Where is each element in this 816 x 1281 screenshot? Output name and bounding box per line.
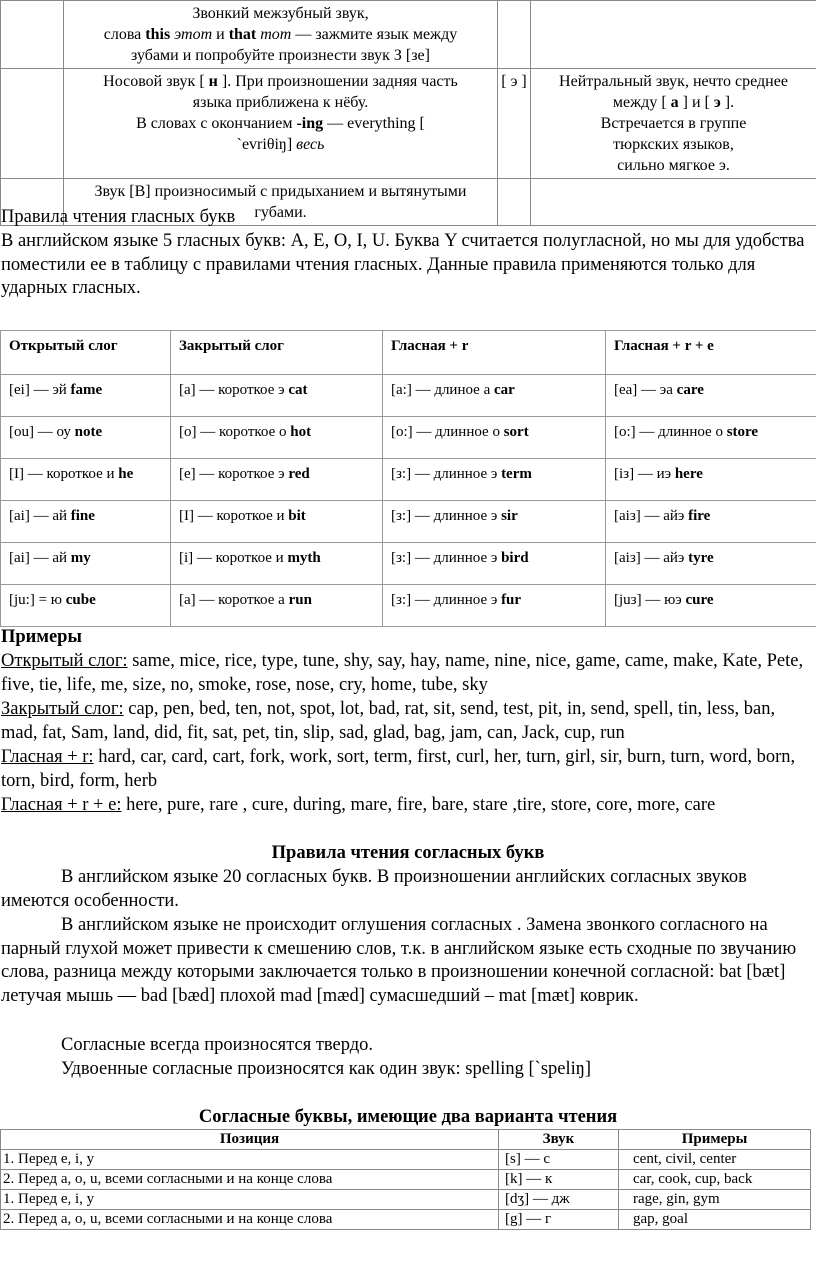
table-cell [606,375,816,417]
example-word: he [118,466,134,482]
table-cell [1,1,64,69]
example-label: Закрытый слог: [1,699,124,719]
example-word: note [74,424,103,440]
table-row [1,69,816,179]
table-row [1,585,816,627]
vowels-intro: В английском языке 5 гласных букв: A, E, O, I, U. Буква Y считается полугласной, но мы для удобства поместили ее в таблицу с правилами чтения гласных. Данные правила применяются только для ударных гласных. [1,231,805,299]
example-word: my [70,550,91,566]
sound-text: [o:] — длинное о [391,424,504,440]
table-cell: 1. Перед e, i, y [1,1190,499,1210]
table-cell: [g] — г [499,1210,619,1230]
sound-text: [ou] — оу [9,424,75,440]
table-cell [1,585,171,627]
example-word: sir [501,508,518,524]
cell-line: Нейтральный звук, нечто среднее [559,73,788,90]
examples-heading: Примеры [1,627,82,647]
sound-text: [o] — короткое о [179,424,291,440]
sound-text: [ai] — ай [9,550,71,566]
cell-line: Носовой звук [ н ]. При произношении задняя часть [103,73,458,90]
example-word: fine [70,508,95,524]
sound-text: [aiз] — айэ [614,508,689,524]
example-word: fur [501,592,522,608]
table-cell [531,69,816,179]
example-word: care [676,382,704,398]
table-cell: car, cook, cup, back [619,1170,811,1190]
sound-text: [iз] — иэ [614,466,675,482]
column-header: Позиция [1,1130,499,1150]
example-vowel-r [1,746,815,793]
column-header: Закрытый слог [171,331,383,375]
example-word: cat [288,382,308,398]
table-row [1,1190,811,1210]
table-cell [1,501,171,543]
cell-line: Звонкий межзубный звук, [192,5,369,22]
sound-text: [juз] — юэ [614,592,686,608]
sound-text: [з:] — длинное э [391,550,502,566]
example-word: bit [288,508,306,524]
table-row [1,543,816,585]
table-cell [171,417,383,459]
sound-text: [o:] — длинное о [614,424,727,440]
example-word: fire [688,508,711,524]
sound-text: [I] — короткое и [9,466,119,482]
sound-text: [ei] — эй [9,382,71,398]
table-row [1,459,816,501]
example-text: same, mice, rice, type, tune, shy, say, hay, name, nine, nice, game, came, make, Kate, Pete, five, tie, life, me, size, no, smoke, rose, nose, cry, home, tube, sky [1,651,804,695]
table-cell [171,585,383,627]
table-header-row [1,331,816,375]
sound-text: [з:] — длинное э [391,466,502,482]
table-row [1,375,816,417]
example-text: here, pure, rare , cure, during, mare, fire, bare, stare ,tire, store, core, more, care [121,795,716,815]
sound-text: [a] — короткое э [179,382,289,398]
table-cell [383,417,606,459]
cell-line: Встречается в группе [600,115,747,132]
sound-text: [a:] — длиное а [391,382,494,398]
sound-text: [e] — короткое э [179,466,289,482]
table-row [1,1170,811,1190]
table-cell [1,459,171,501]
example-text: cap, pen, bed, ten, not, spot, lot, bad, rat, sit, send, test, pit, in, send, spell, tin, less, ban, mad, fat, Sam, land, did, fit, sat, pet, tin, slip, sad, glad, bag, jam, can, Jack, cup, run [1,699,776,743]
cell-line: между [ а ] и [ э ]. [612,94,735,111]
table-cell [383,585,606,627]
example-word: here [674,466,703,482]
table-cell: 1. Перед e, i, y [1,1150,499,1170]
table-cell [606,417,816,459]
sound-symbol: [ э ] [501,73,527,90]
example-word: cure [685,592,714,608]
table-cell [1,543,171,585]
example-word: cube [65,592,96,608]
sound-text: [ju:] = ю [9,592,66,608]
table-cell [171,459,383,501]
two-variants-table [0,1129,811,1230]
column-header: Звук [499,1130,619,1150]
table-cell [531,1,816,69]
cell-line: Звук [В] произносимый с придыханием и вытянутыми [94,183,467,200]
table-cell: 2. Перед a, o, u, всеми согласными и на конце слова [1,1170,499,1190]
table-cell [171,543,383,585]
table-row [1,501,816,543]
consonants-paragraph: В английском языке не происходит оглушения согласных . Замена звонкого согласного на парный глухой может привести к смешению слов, т.к. в английском языке есть сходные по звучанию слова, разница между которыми заключается только в произношении конечной согласной: bat [bæt] летучая мышь — bad [bæd] плохой mad [mæd] сумасшедший – mat [mæt] коврик. [1,915,797,1007]
table-cell [383,459,606,501]
sound-text: [a] — короткое а [179,592,289,608]
cell-line: зубами и попробуйте произнести звук З [зе] [131,47,430,64]
consonants-paragraph: Согласные всегда произносятся твердо. [61,1035,374,1055]
table-cell [498,69,531,179]
table-row [1,1,816,69]
example-label: Открытый слог: [1,651,128,671]
consonants-paragraph: Удвоенные согласные произносятся как один звук: spelling [`speliŋ] [61,1059,592,1079]
table-cell [383,501,606,543]
table-cell [171,501,383,543]
table-header-row [1,1130,811,1150]
phonetics-table [0,0,816,226]
example-word: hot [290,424,312,440]
example-word: tyre [688,550,714,566]
column-header: Открытый слог [1,331,171,375]
vowel-rules-table [0,330,816,627]
table-cell [383,375,606,417]
sound-text: [ea] — эа [614,382,677,398]
table-row [1,417,816,459]
table-row [1,1150,811,1170]
example-word: sort [503,424,529,440]
two-variants-heading: Согласные буквы, имеющие два варианта чтения [198,1107,618,1127]
column-header: Примеры [619,1130,811,1150]
table-cell: [s] — с [499,1150,619,1170]
table-cell [606,501,816,543]
table-cell [1,69,64,179]
example-word: red [288,466,310,482]
sound-text: [aiз] — айэ [614,550,689,566]
sound-text: [з:] — длинное э [391,508,502,524]
table-cell [606,543,816,585]
table-cell: [k] — к [499,1170,619,1190]
cell-line: В словах с окончанием -ing — everything [ [136,115,425,132]
table-cell [383,543,606,585]
cell-line: языка приближена к нёбу. [192,94,369,111]
example-word: store [726,424,759,440]
example-word: myth [287,550,321,566]
table-cell [498,1,531,69]
table-cell: rage, gin, gym [619,1190,811,1210]
table-row [1,1210,811,1230]
cell-line: тюркских языков, [613,136,734,153]
sound-text: [ai] — ай [9,508,71,524]
sound-text: [з:] — длинное э [391,592,502,608]
example-vowel-r-e [1,794,815,818]
sound-text: [i] — короткое и [179,550,288,566]
consonants-paragraph: В английском языке 20 согласных букв. В произношении английских согласных звуков имеются особенности. [1,867,747,911]
table-cell: cent, civil, center [619,1150,811,1170]
example-label: Гласная + r + e: [1,795,122,815]
example-label: Гласная + r: [1,747,94,767]
example-open-syllable [1,650,815,697]
consonants-heading: Правила чтения согласных букв [271,843,545,863]
example-word: fame [70,382,103,398]
vowels-heading: Правила чтения гласных букв [1,207,236,227]
table-cell [1,417,171,459]
column-header: Гласная + r + e [606,331,816,375]
table-cell [1,375,171,417]
cell-line: губами. [254,204,307,221]
table-cell: 2. Перед a, o, u, всеми согласными и на конце слова [1,1210,499,1230]
table-cell [64,1,498,69]
example-word: bird [501,550,529,566]
column-header: Гласная + r [383,331,606,375]
table-cell [64,69,498,179]
table-cell: gap, goal [619,1210,811,1230]
table-cell [606,585,816,627]
table-cell [171,375,383,417]
example-word: term [501,466,532,482]
cell-line: `evriθiŋ] весь [236,136,325,153]
table-cell: [dʒ] — дж [499,1190,619,1210]
example-word: car [494,382,515,398]
table-cell [606,459,816,501]
example-word: run [288,592,312,608]
example-closed-syllable [1,698,815,745]
cell-line: сильно мягкое э. [617,157,730,174]
example-text: hard, car, card, cart, fork, work, sort, term, first, curl, her, turn, girl, sir, burn, turn, word, born, torn, bird, form, herb [1,747,796,791]
sound-text: [I] — короткое и [179,508,289,524]
cell-line: слова this этот и that тот — зажмите язык между [103,26,458,43]
